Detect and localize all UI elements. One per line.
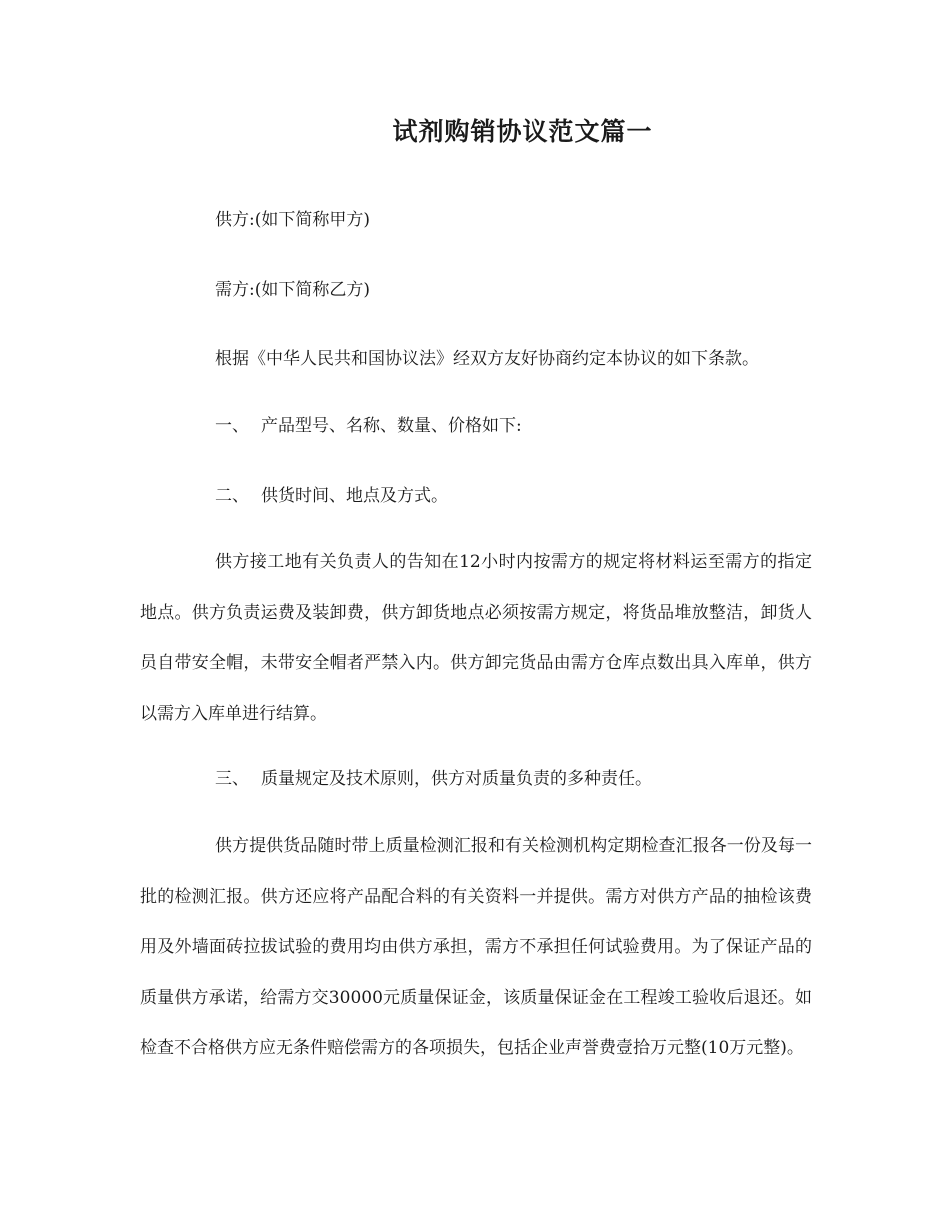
section-number: 一、 <box>215 416 249 436</box>
document-title: 试剂购销协议范文篇一 <box>392 117 653 146</box>
section-heading-2 <box>215 484 448 508</box>
section-heading-1 <box>215 414 522 438</box>
section-heading-text: 产品型号、名称、数量、价格如下: <box>261 416 522 436</box>
section-heading-text: 质量规定及技术原则，供方对质量负责的多种责任。 <box>261 769 652 789</box>
section-heading-3 <box>215 767 652 791</box>
intro-paragraph: 根据《中华人民共和国协议法》经双方友好协商约定本协议的如下条款。 <box>215 349 759 369</box>
body-paragraph-2: 供方提供货品随时带上质量检测汇报和有关检测机构定期检查汇报各一份及每一批的检测汇报。供方还应将产品配合料的有关资料一并提供。需方对供方产品的抽检该费用及外墙面砖拉拔试验的费用均由供方承担，需方不承担任何试验费用。为了保证产品的质量供方承诺，给需方交30000元质量保证金，该质量保证金在工程竣工验收后退还。如检查不合格供方应无条件赔偿需方的各项损失，包括企业声誉费壹拾万元整(10万元整)。 <box>140 836 812 1059</box>
section-number: 三、 <box>215 769 249 789</box>
buyer-line: 需方:(如下简称乙方) <box>215 280 370 300</box>
body-paragraph-1: 供方接工地有关负责人的告知在12小时内按需方的规定将材料运至需方的指定地点。供方负责运费及装卸费，供方卸货地点必须按需方规定，将货品堆放整洁，卸货人员自带安全帽，未带安全帽者严禁入内。供方卸完货品由需方仓库点数出具入库单，供方以需方入库单进行结算。 <box>140 552 812 724</box>
section-number: 二、 <box>215 486 249 506</box>
supplier-line: 供方:(如下简称甲方) <box>215 210 370 230</box>
section-heading-text: 供货时间、地点及方式。 <box>261 486 448 506</box>
